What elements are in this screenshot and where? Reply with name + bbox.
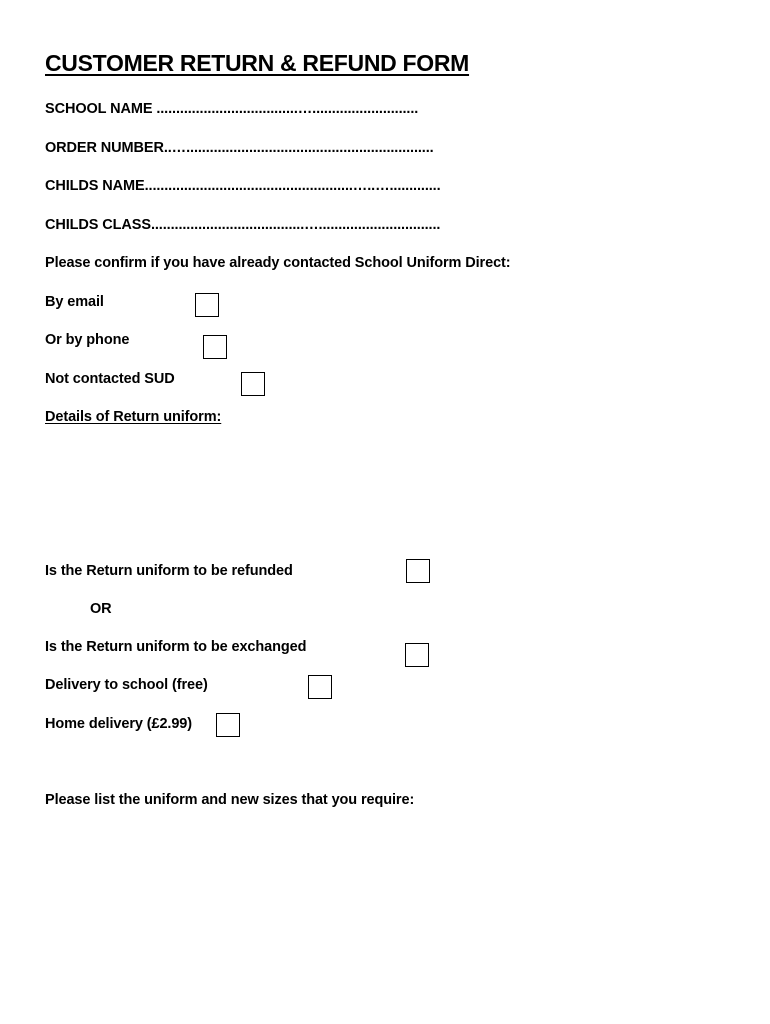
by-phone-label: Or by phone bbox=[45, 332, 130, 348]
form-title: CUSTOMER RETURN & REFUND FORM bbox=[45, 50, 470, 76]
childs-name-field[interactable]: CHILDS NAME.....................................................…..…............. bbox=[45, 178, 441, 194]
by-email-label: By email bbox=[45, 294, 104, 310]
or-separator: OR bbox=[90, 601, 112, 617]
by-phone-checkbox[interactable] bbox=[203, 335, 227, 359]
school-name-field[interactable]: SCHOOL NAME ....................................…........................... bbox=[45, 101, 419, 117]
details-heading: Details of Return uniform: bbox=[45, 409, 222, 425]
by-email-checkbox[interactable] bbox=[195, 293, 219, 317]
contact-question: Please confirm if you have already contacted School Uniform Direct: bbox=[45, 255, 511, 271]
refund-question: Is the Return uniform to be refunded bbox=[45, 563, 293, 579]
not-contacted-checkbox[interactable] bbox=[241, 372, 265, 396]
delivery-school-label: Delivery to school (free) bbox=[45, 677, 208, 693]
home-delivery-label: Home delivery (£2.99) bbox=[45, 716, 192, 732]
exchange-checkbox[interactable] bbox=[405, 643, 429, 667]
uniform-list-prompt: Please list the uniform and new sizes that you require: bbox=[45, 792, 415, 808]
home-delivery-checkbox[interactable] bbox=[216, 713, 240, 737]
not-contacted-label: Not contacted SUD bbox=[45, 371, 175, 387]
refund-checkbox[interactable] bbox=[406, 559, 430, 583]
exchange-question: Is the Return uniform to be exchanged bbox=[45, 639, 307, 655]
delivery-school-checkbox[interactable] bbox=[308, 675, 332, 699]
childs-class-field[interactable]: CHILDS CLASS.......................................…............................... bbox=[45, 217, 441, 233]
order-number-field[interactable]: ORDER NUMBER..…............................................................... bbox=[45, 140, 434, 156]
